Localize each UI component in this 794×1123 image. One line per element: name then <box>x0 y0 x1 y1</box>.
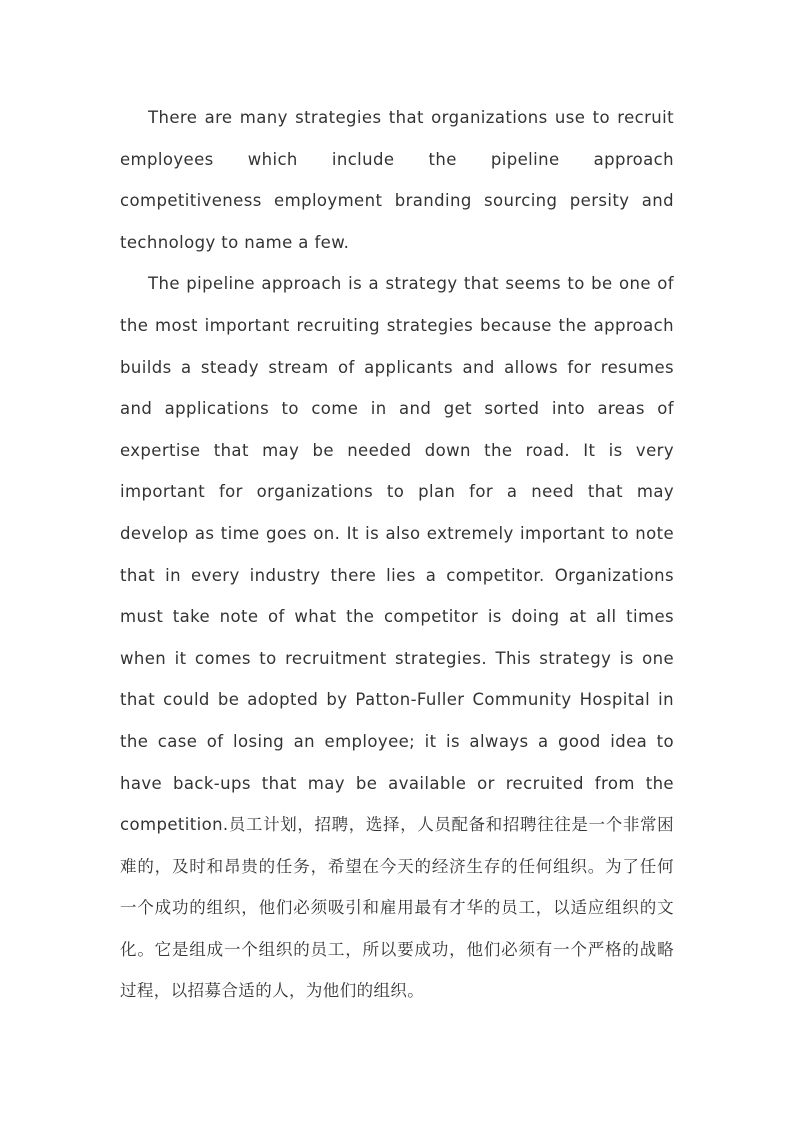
paragraph-recruiting-strategies: There are many strategies that organizations use to recruit employees which include the pipeline approach competitiveness employment branding sourcing persity and technology to name a few. <box>120 108 674 252</box>
document-body <box>120 97 674 1012</box>
paragraph-pipeline-approach: The pipeline approach is a strategy that seems to be one of the most important recruiting strategies because the approach builds a steady stream of applicants and allows for resumes and applications to come in and get sorted into areas of expertise that may be needed down the road. It is very important for organizations to plan for a need that may develop as time goes on. It is also extremely important to note that in every industry there lies a competitor. Organizations must take note of what the competitor is doing at all times when it comes to recruitment strategies. This strategy is one that could be adopted by Patton-Fuller Community Hospital in the case of losing an employee; it is always a good idea to have back-ups that may be available or recruited from the competition.员工计划，招聘，选择，人员配备和招聘往往是一个非常困难的，及时和昂贵的任务，希望在今天的经济生存的任何组织。为了任何一个成功的组织，他们必须吸引和雇用最有才华的员工，以适应组织的文化。它是组成一个组织的员工，所以要成功，他们必须有一个严格的战略过程，以招募合适的人，为他们的组织。 <box>120 274 674 1001</box>
